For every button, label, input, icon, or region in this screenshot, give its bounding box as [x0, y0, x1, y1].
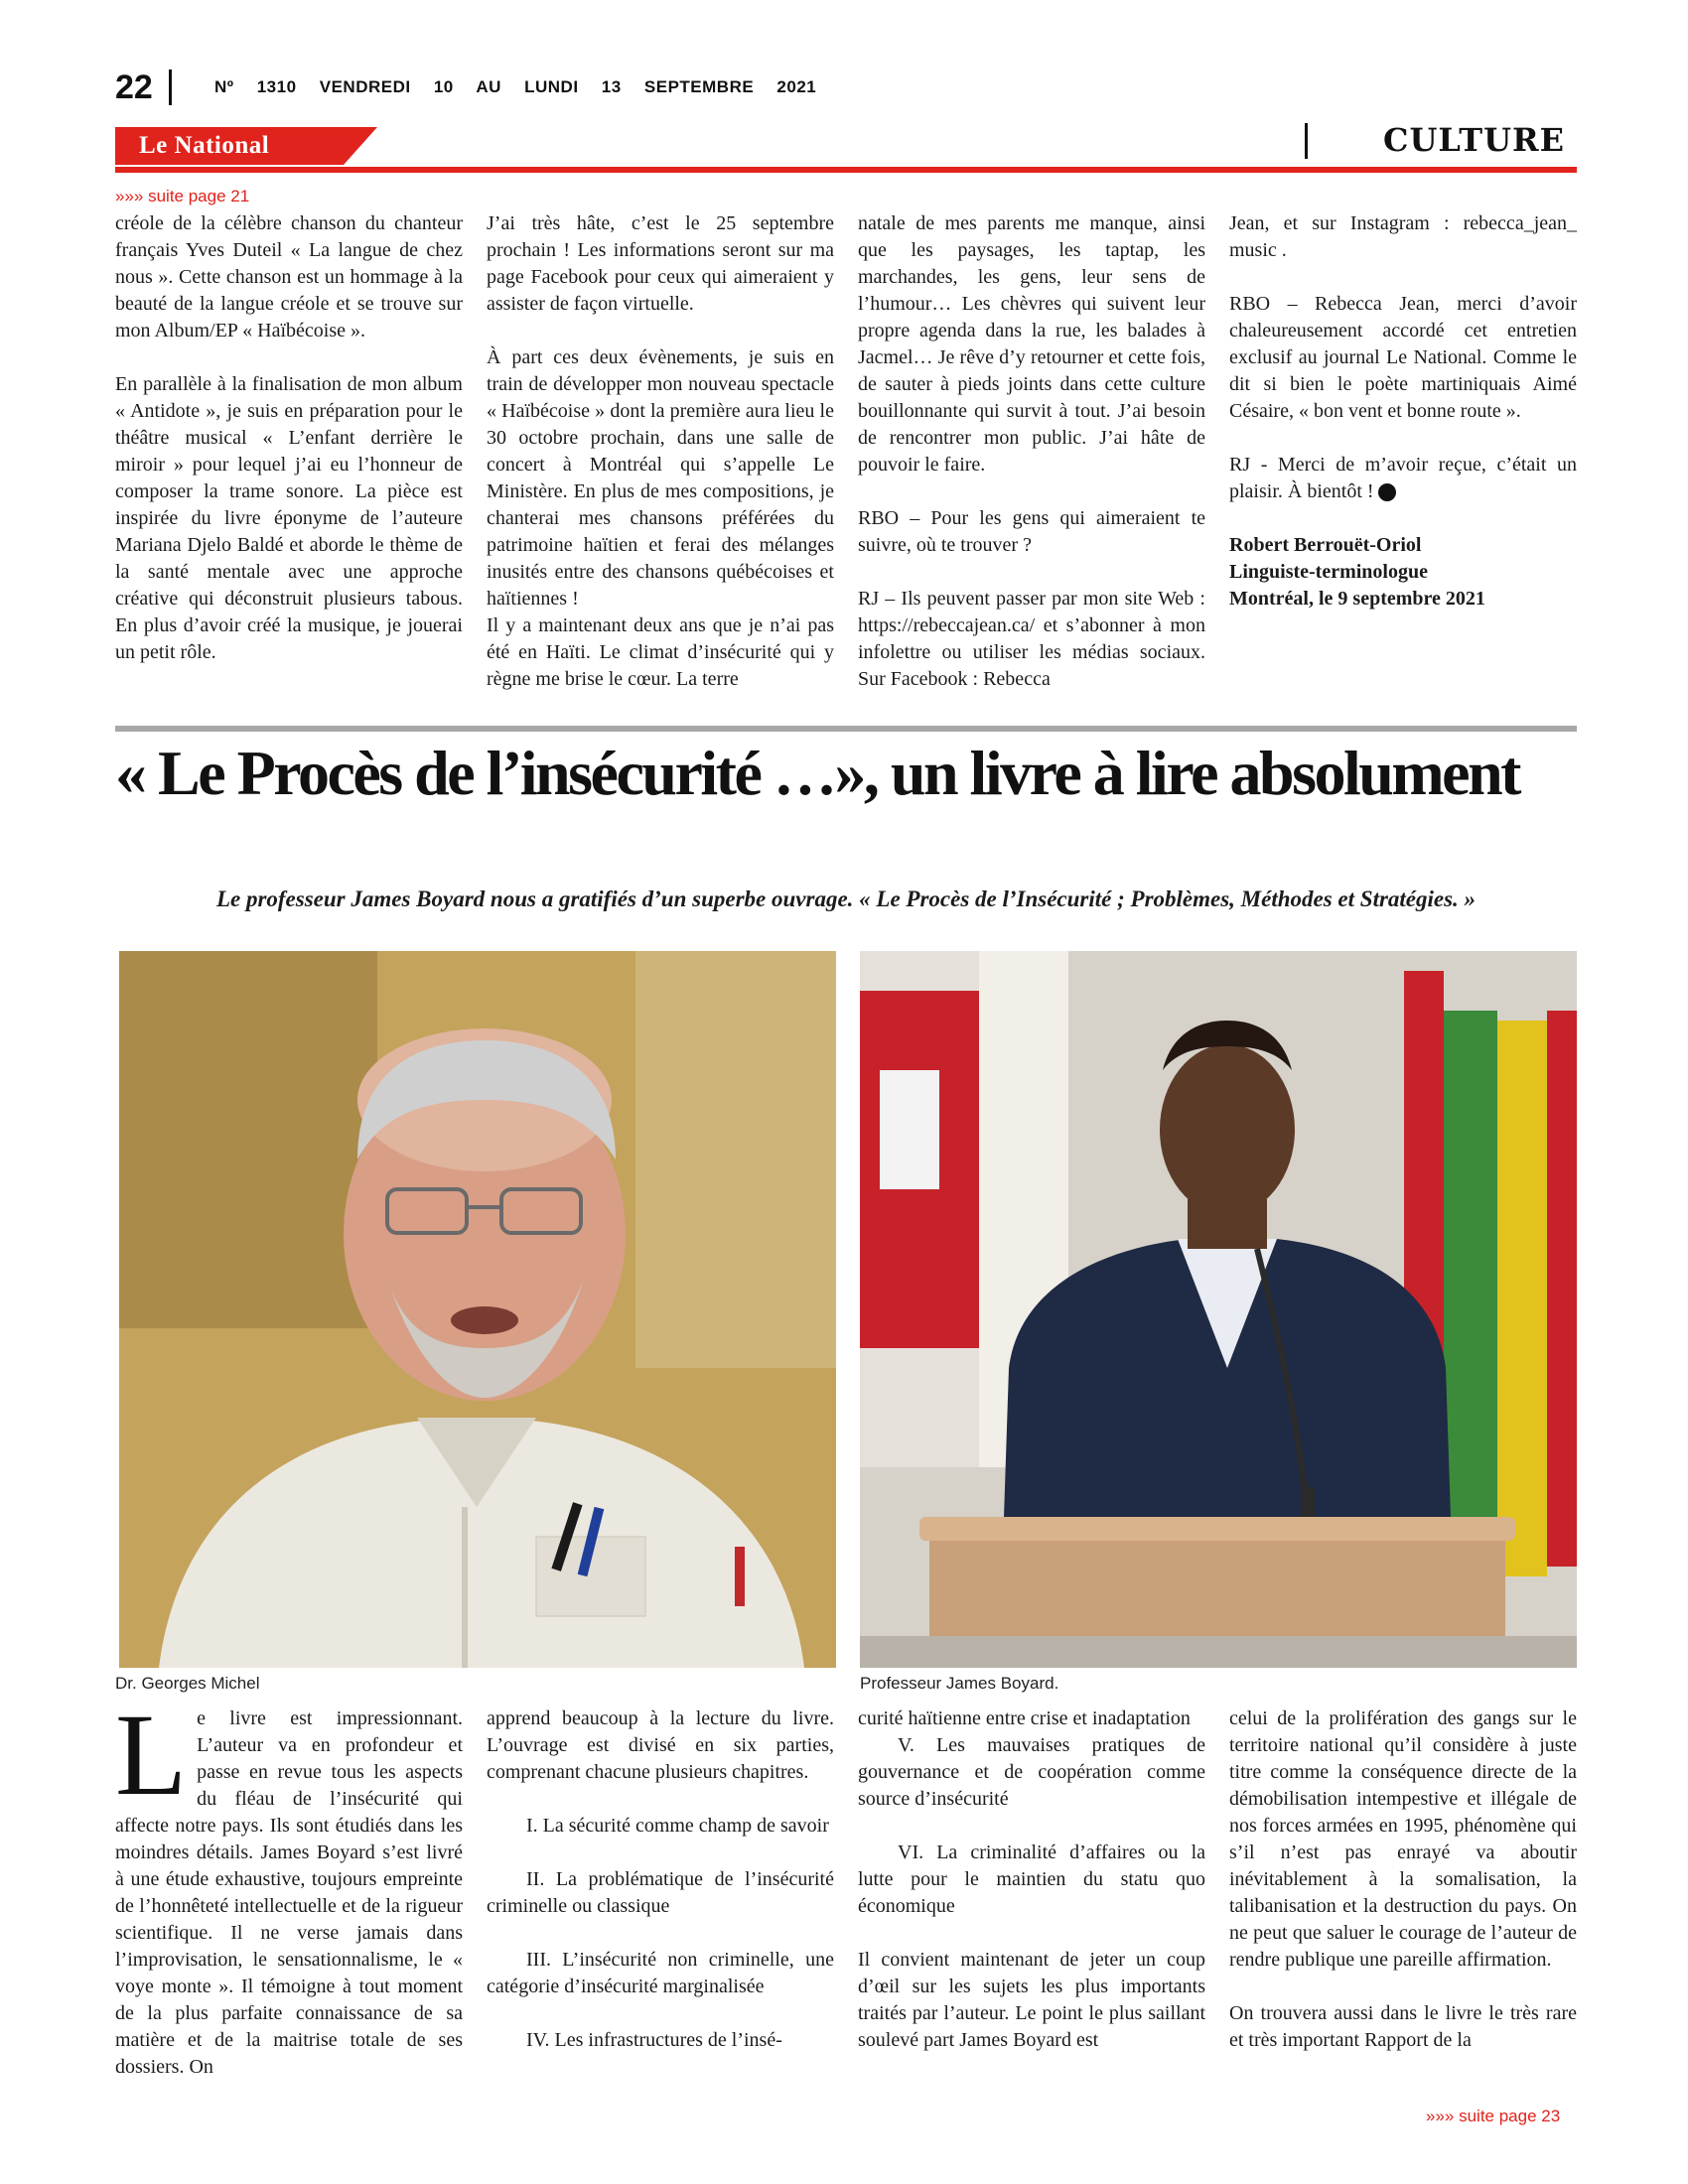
brand-tab [115, 127, 344, 165]
end-mark-icon [1378, 483, 1396, 501]
article-divider [115, 726, 1577, 732]
paragraph: On trouvera aussi dans le livre le très rare et très important Rapport de la [1229, 2002, 1577, 2051]
paragraph: Jean, et sur Instagram : rebecca_jean_ music . [1229, 212, 1577, 261]
list-item: V. Les mauvaises pratiques de gouvernance et de coopération comme source d’insécurité [858, 1734, 1205, 1810]
photo-caption-right: Professeur James Boyard. [860, 1674, 1059, 1693]
brand-name: Le National [139, 132, 270, 159]
main-col-4 [1229, 1706, 1577, 2054]
paragraph: celui de la prolifération des gangs sur le territoire national qu’il considère à juste titre comme la conséquence directe de la démobilisation intempestive et illégale de nos forces armées en 1995, phénomène qui s’il n’est pas enrayé va aboutir inévitablement à la somalisation, la talibanisation et la destruction du pays. On ne peut que saluer le courage de l’auteur de rendre publique une pareille affirmation. [1229, 1707, 1577, 1971]
photo-caption-left: Dr. Georges Michel [115, 1674, 260, 1693]
paragraph: Il convient maintenant de jeter un coup d’œil sur les sujets les plus importants traités par l’auteur. Le point le plus saillant soulevé part James Boyard est [858, 1949, 1205, 2051]
paragraph: curité haïtienne entre crise et inadaptation [858, 1707, 1191, 1729]
paragraph: Il y a maintenant deux ans que je n’ai pas été en Haïti. Le climat d’insécurité qui y règne me brise le cœur. La terre [487, 614, 834, 690]
header-divider [169, 69, 172, 105]
page-number: 22 [115, 68, 153, 106]
paragraph: apprend beaucoup à la lecture du livre. L’ouvrage est divisé en six parties, comprenant chacune plusieurs chapitres. [487, 1707, 834, 1783]
paragraph: e livre est impressionnant. L’auteur va en profondeur et passe en revue tous les aspects du fléau de l’insécurité qui affecte notre pays. Ils sont étudiés dans les moindres détails. James Boyard s’est livré à une étude exhaustive, toujours empreinte de l’honnêteté intellectuelle et de la rigueur scientifique. Il ne verse jamais dans l’improvisation, le sensationnalisme, le « voye monte ». Il témoigne à tout moment de la plus parfaite connaissance de sa matière et de la maitrise totale de ses dossiers. On [115, 1707, 463, 2078]
section-divider [1305, 123, 1308, 159]
deck: Le professeur James Boyard nous a gratifiés d’un superbe ouvrage. « Le Procès de l’Insécurité ; Problèmes, Méthodes et Stratégies. » [215, 887, 1477, 911]
paragraph [1229, 452, 1577, 505]
issue-line: Nº 1310 VENDREDI 10 AU LUNDI 13 SEPTEMBRE 2021 [214, 77, 817, 96]
top-col-3 [858, 210, 1205, 693]
header-rule [115, 167, 1577, 173]
top-col-2 [487, 210, 834, 693]
paragraph: RBO – Rebecca Jean, merci d’avoir chaleureusement accordé cet entretien exclusif au journal Le National. Comme le dit si bien le poète martiniquais Aimé Césaire, « bon vent et bonne route ». [1229, 293, 1577, 422]
top-col-1 [115, 210, 463, 666]
list-item: II. La problématique de l’insécurité criminelle ou classique [487, 1868, 834, 1917]
main-col-2 [487, 1706, 834, 2054]
paragraph: RBO – Pour les gens qui aimeraient te suivre, où te trouver ? [858, 507, 1205, 556]
closing-text: RJ - Merci de m’avoir reçue, c’était un plaisir. À bientôt ! [1229, 454, 1577, 502]
list-item: III. L’insécurité non criminelle, une catégorie d’insécurité marginalisée [487, 1949, 834, 1997]
photo-james-boyard [860, 951, 1577, 1668]
page-header [115, 66, 1577, 109]
author-place-date: Montréal, le 9 septembre 2021 [1229, 588, 1485, 610]
paragraph: En parallèle à la finalisation de mon album « Antidote », je suis en préparation pour le théâtre musical « L’enfant derrière le miroir » pour lequel j’ai eu l’honneur de composer la trame sonore. La pièce est inspirée du livre éponyme de l’auteure Mariana Djelo Baldé et aborde le thème de la santé mentale avec une approche créative qui déconstruit plusieurs tabous. En plus d’avoir créé la musique, je jouerai un petit rôle. [115, 373, 463, 663]
portrait-man-icon [119, 951, 836, 1668]
continued-to[interactable]: »»» suite page 23 [1426, 2107, 1561, 2125]
list-item: I. La sécurité comme champ de savoir [526, 1815, 829, 1837]
dropcap: L [115, 1690, 188, 1820]
paragraph: créole de la célèbre chanson du chanteur français Yves Duteil « La langue de chez nous ». Cette chanson est un hommage à la beauté de la langue créole et se trouve sur mon Album/EP « Haïbécoise ». [115, 212, 463, 341]
photo-georges-michel [119, 951, 836, 1668]
author-name: Robert Berrouët-Oriol [1229, 534, 1422, 556]
paragraph: natale de mes parents me manque, ainsi que les paysages, les taptap, les marchandes, les gens, leur sens de l’humour… Les chèvres qui suivent leur propre agenda dans la rue, les balades à Jacmel… Je rêve d’y retourner et cette fois, de sauter à pieds joints dans cette culture bouillonnante qui survit à tout. J’ai besoin de rencontrer mon public. J’ai hâte de pouvoir le faire. [858, 212, 1205, 476]
top-col-4 [1229, 210, 1577, 613]
main-col-1 [115, 1690, 463, 2081]
list-item: VI. La criminalité d’affaires ou la lutte pour le maintien du statu quo économique [858, 1842, 1205, 1917]
paragraph: J’ai très hâte, c’est le 25 septembre prochain ! Les informations seront sur ma page Facebook pour ceux qui aimeraient y assister de façon virtuelle. [487, 212, 834, 315]
main-col-3 [858, 1706, 1205, 2054]
list-item: IV. Les infrastructures de l’insé- [526, 2029, 782, 2051]
brand-row [115, 123, 1577, 173]
author-title: Linguiste-terminologue [1229, 561, 1428, 583]
paragraph: RJ – Ils peuvent passer par mon site Web : https://rebeccajean.ca/ et s’abonner à mon infolettre ou utiliser les médias sociaux. Sur Facebook : Rebecca [858, 588, 1205, 690]
portrait-speaker-icon [860, 951, 1577, 1668]
headline: « Le Procès de l’insécurité …», un livre à lire absolument [115, 738, 1519, 808]
continued-from: »»» suite page 21 [115, 187, 250, 205]
section-title: CULTURE [1383, 121, 1565, 159]
paragraph: À part ces deux évènements, je suis en train de développer mon nouveau spectacle « Haïbécoise » dont la première aura lieu le 30 octobre prochain, dans une salle de concert à Montréal qui s’appelle Le Ministère. En plus de mes compositions, je chanterai mes chansons préférées du patrimoine haïtien et ferai des mélanges inusités entre des chansons québécoises et haïtiennes ! [487, 346, 834, 610]
